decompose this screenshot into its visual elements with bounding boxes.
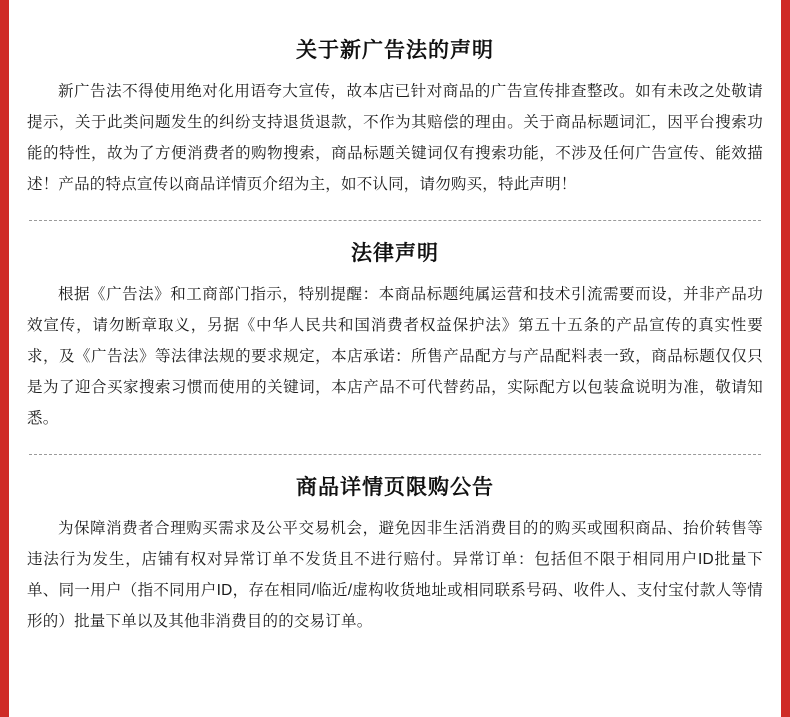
section-body: 新广告法不得使用绝对化用语夸大宣传，故本店已针对商品的广告宣传排查整改。如有未改之处敬请提示，关于此类问题发生的纠纷支持退货退款，不作为其赔偿的理由。关于商品标题词汇，因平台搜索功能的特性，故为了方便消费者的购物搜索，商品标题关键词仅有搜索功能，不涉及任何广告宣传、能效描述！产品的特点宣传以商品详情页介绍为主，如不认同，请勿购买，特此声明！ (27, 83, 763, 193)
right-accent-bar (781, 0, 790, 717)
section-title: 关于新广告法的声明 (296, 39, 494, 62)
announcement-content (9, 0, 781, 717)
section-title: 法律声明 (351, 242, 439, 265)
section-divider (29, 454, 761, 455)
section-purchase-limit-notice (27, 471, 763, 643)
section-body: 根据《广告法》和工商部门指示，特别提醒：本商品标题纯属运营和技术引流需要而设，并非产品功效宣传，请勿断章取义，另据《中华人民共和国消费者权益保护法》第五十五条的产品宣传的真实性要求，及《广告法》等法律法规的要求规定，本店承诺：所售产品配方与产品配料表一致，商品标题仅仅只是为了迎合买家搜索习惯而使用的关键词，本店产品不可代替药品，实际配方以包装盒说明为准，敬请知悉。 (27, 286, 763, 427)
section-title: 商品详情页限购公告 (296, 476, 494, 499)
section-advertising-law-statement (27, 0, 763, 206)
section-body: 为保障消费者合理购买需求及公平交易机会，避免因非生活消费目的的购买或囤积商品、抬价转售等违法行为发生，店铺有权对异常订单不发货且不进行赔付。异常订单：包括但不限于相同用户ID批量下单、同一用户（指不同用户ID，存在相同/临近/虚构收货地址或相同联系号码、收件人、支付宝付款人等情形的）批量下单以及其他非消费目的的交易订单。 (27, 520, 763, 630)
section-divider (29, 220, 761, 221)
left-accent-bar (0, 0, 9, 717)
section-legal-statement (27, 237, 763, 440)
